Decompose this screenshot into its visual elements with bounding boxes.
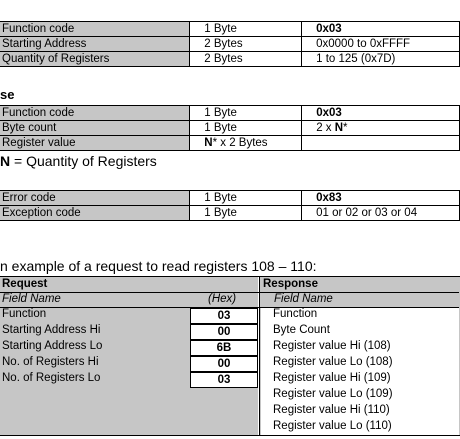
value-cell	[302, 136, 460, 151]
hex-value: 00	[190, 324, 258, 340]
size-suffix: * x 2 Bytes	[212, 137, 268, 149]
field-name-label: Field Name	[2, 293, 61, 305]
field-cell: Quantity of Registers	[0, 52, 190, 67]
hex-value: 6B	[190, 340, 258, 356]
value-prefix: 2 x	[316, 122, 335, 134]
response-field-name-label: Field Name	[274, 293, 333, 305]
response-heading: se	[0, 87, 15, 102]
value-n: N	[334, 122, 344, 134]
value-cell: 01 or 02 or 03 or 04	[302, 206, 460, 221]
response-format-table	[0, 105, 460, 151]
size-cell: 1 Byte	[190, 22, 302, 37]
field-cell: Register value	[0, 136, 190, 151]
request-field: Function	[2, 308, 47, 320]
size-cell: 1 Byte	[190, 206, 302, 221]
field-cell: Exception code	[0, 206, 190, 221]
size-cell: 1 Byte	[190, 106, 302, 121]
request-format-table	[0, 21, 460, 67]
response-field: Register value Lo (110)	[273, 420, 392, 432]
table-row	[0, 136, 460, 151]
value-cell: 1 to 125 (0x7D)	[302, 52, 460, 67]
value-cell: 0x03	[302, 106, 460, 121]
request-field: No. of Registers Hi	[2, 356, 99, 368]
table-row	[0, 206, 460, 221]
value-cell: 0x0000 to 0xFFFF	[302, 37, 460, 52]
size-n: N	[204, 137, 213, 149]
table-row	[0, 106, 460, 121]
note-n: N	[0, 153, 11, 169]
response-field: Register value Hi (110)	[273, 404, 390, 416]
field-cell: Byte count	[0, 121, 190, 136]
example-table	[0, 276, 460, 436]
response-header: Response	[263, 278, 318, 290]
value-cell: 0x83	[302, 191, 460, 206]
field-cell: Function code	[0, 22, 190, 37]
size-cell: 2 Bytes	[190, 37, 302, 52]
request-field: Starting Address Hi	[2, 324, 101, 336]
size-cell: 2 Bytes	[190, 52, 302, 67]
hex-value: 03	[190, 308, 258, 324]
field-cell: Error code	[0, 191, 190, 206]
error-format-table	[0, 190, 460, 221]
table-row	[0, 52, 460, 67]
response-field: Byte Count	[273, 324, 330, 336]
note-text: = Quantity of Registers	[10, 153, 157, 169]
response-field: Register value Hi (109)	[273, 372, 391, 384]
value-cell: 0x03	[302, 22, 460, 37]
size-cell	[190, 136, 302, 151]
table-row	[0, 121, 460, 136]
table-row	[0, 191, 460, 206]
request-field: Starting Address Lo	[2, 340, 103, 352]
table-row	[0, 37, 460, 52]
field-cell: Function code	[0, 106, 190, 121]
request-header: Request	[2, 278, 48, 290]
value-suffix: *	[343, 122, 348, 134]
size-cell: 1 Byte	[190, 121, 302, 136]
quantity-note	[0, 153, 157, 169]
request-field: No. of Registers Lo	[2, 372, 101, 384]
hex-value: 00	[190, 356, 258, 372]
field-cell: Starting Address	[0, 37, 190, 52]
size-cell: 1 Byte	[190, 191, 302, 206]
hex-value: 03	[190, 372, 258, 388]
response-field: Register value Lo (108)	[273, 356, 393, 368]
response-field: Register value Lo (109)	[273, 388, 393, 400]
response-field: Register value Hi (108)	[273, 340, 391, 352]
example-title: n example of a request to read registers 108 – 110:	[0, 258, 317, 274]
hex-label: (Hex)	[208, 293, 237, 305]
value-cell	[302, 121, 460, 136]
table-row	[0, 22, 460, 37]
response-field: Function	[273, 308, 318, 320]
